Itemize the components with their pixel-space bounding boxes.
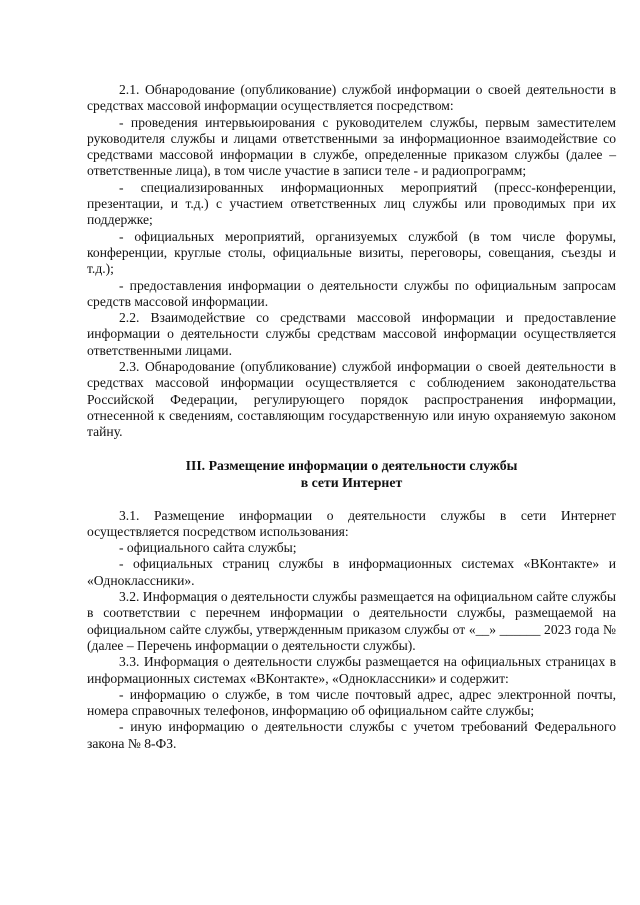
- paragraph-2-2: 2.2. Взаимодействие со средствами массовой информации и предоставление информации о деятельности службы средствам массовой информации осуществляется ответственными лицами.: [87, 310, 616, 358]
- list-item-social-pages: - официальных страниц службы в информационных системах «ВКонтакте» и «Одноклассники».: [87, 556, 616, 588]
- paragraph-3-1: 3.1. Размещение информации о деятельности службы в сети Интернет осуществляется посредством использования:: [87, 507, 616, 539]
- section-heading: [87, 457, 616, 491]
- list-item-official-site: - официального сайта службы;: [119, 540, 297, 556]
- list-item-other-info: - иную информацию о деятельности службы с учетом требований Федерального закона № 8-ФЗ.: [87, 719, 616, 751]
- paragraph-3-2: 3.2. Информация о деятельности службы размещается на официальном сайте службы в соответствии с перечнем информации о деятельности службы, размещаемой на официальном сайте службы, утвержденным приказом службы от «__» ______ 2023 года № (далее – Перечень информации о деятельности службы).: [87, 589, 616, 653]
- section-heading-line-1: III. Размещение информации о деятельности службы: [185, 457, 518, 473]
- paragraph-2-1: 2.1. Обнародование (опубликование) службой информации о своей деятельности в средствах массовой информации осуществляется посредством:: [87, 82, 616, 114]
- list-item-official-events: - официальных мероприятий, организуемых службой (в том числе форумы, конференции, круглые столы, официальные визиты, переговоры, совещания, съезды и т.д.);: [87, 228, 616, 277]
- list-item-about-service: - информацию о службе, в том числе почтовый адрес, адрес электронной почты, номера справочных телефонов, информацию об официальном сайте службы;: [87, 686, 616, 719]
- paragraph-3-3: 3.3. Информация о деятельности службы размещается на официальных страницах в информационных системах «ВКонтакте», «Одноклассники» и содержит:: [87, 654, 616, 686]
- list-item-special-events: - специализированных информационных мероприятий (пресс-конференции, презентации, и т.д.) с участием ответственных лиц службы или проводимых при их поддержке;: [87, 179, 616, 228]
- paragraph-2-3: 2.3. Обнародование (опубликование) службой информации о своей деятельности в средствах массовой информации осуществляется с соблюдением законодательства Российской Федерации, регулирующего порядок распространения информации, отнесенной к сведениям, составляющим государственную или иную охраняемую законом тайну.: [87, 359, 616, 440]
- list-item-interviews: - проведения интервьюирования с руководителем службы, первым заместителем руководителя службы и лицами ответственными за информационное взаимодействие со средствами массовой информации в службе, определенные приказом службы (далее – ответственные лица), в том числе участие в записи теле - и радиопрограмм;: [87, 114, 616, 179]
- section-heading-line-2: в сети Интернет: [300, 474, 403, 490]
- list-item-media-requests: - предоставления информации о деятельности службы по официальным запросам средств массовой информации.: [87, 277, 616, 309]
